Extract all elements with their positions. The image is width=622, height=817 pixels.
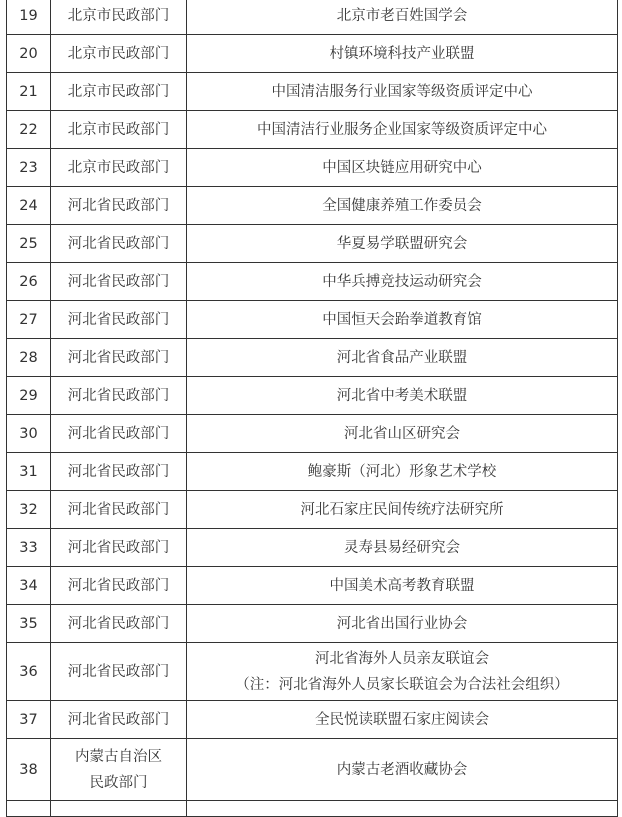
organization-line: 北京市老百姓国学会 <box>336 7 468 24</box>
organization-line: 河北省山区研究会 <box>344 425 460 442</box>
department-line: 北京市民政部门 <box>67 45 170 62</box>
department-line: 河北省民政部门 <box>67 615 170 632</box>
organization-cell <box>187 35 618 73</box>
row-number: 38 <box>7 739 51 801</box>
department-line: 内蒙古自治区 <box>75 748 162 765</box>
department-line: 河北省民政部门 <box>67 311 170 328</box>
department-cell <box>51 567 187 605</box>
department-cell <box>51 701 187 739</box>
department-line: 河北省民政部门 <box>67 577 170 594</box>
organization-cell <box>187 739 618 801</box>
organization-line: 河北石家庄民间传统疗法研究所 <box>300 501 504 518</box>
organization-line: 河北省海外人员亲友联谊会 <box>315 650 489 667</box>
table-row <box>7 491 618 529</box>
row-number: 20 <box>7 35 51 73</box>
organization-line: 中华兵搏竞技运动研究会 <box>322 273 482 290</box>
organization-cell <box>187 701 618 739</box>
table-row <box>7 415 618 453</box>
department-cell <box>51 263 187 301</box>
department-cell <box>51 453 187 491</box>
table-row <box>7 453 618 491</box>
department-cell <box>51 35 187 73</box>
department-cell <box>51 111 187 149</box>
empty-cell <box>7 801 51 817</box>
department-line: 河北省民政部门 <box>67 235 170 252</box>
row-number: 29 <box>7 377 51 415</box>
table-row <box>7 339 618 377</box>
department-line: 河北省民政部门 <box>67 273 170 290</box>
row-number: 21 <box>7 73 51 111</box>
organization-cell <box>187 187 618 225</box>
organization-line: 鲍豪斯（河北）形象艺术学校 <box>307 463 497 480</box>
department-cell <box>51 225 187 263</box>
empty-cell <box>187 801 618 817</box>
table-row <box>7 225 618 263</box>
department-line: 河北省民政部门 <box>67 425 170 442</box>
organization-cell <box>187 491 618 529</box>
table-row <box>7 739 618 801</box>
table-row <box>7 35 618 73</box>
department-cell <box>51 149 187 187</box>
organization-cell <box>187 301 618 339</box>
department-cell <box>51 339 187 377</box>
table-row <box>7 111 618 149</box>
organization-cell <box>187 149 618 187</box>
table-row <box>7 187 618 225</box>
row-number: 30 <box>7 415 51 453</box>
organization-cell <box>187 263 618 301</box>
department-line: 河北省民政部门 <box>67 349 170 366</box>
department-line: 河北省民政部门 <box>67 663 170 680</box>
department-cell <box>51 73 187 111</box>
table-row <box>7 529 618 567</box>
organization-cell <box>187 643 618 701</box>
department-line: 河北省民政部门 <box>67 539 170 556</box>
organization-cell <box>187 377 618 415</box>
organization-line: 中国区块链应用研究中心 <box>322 159 482 176</box>
row-number: 32 <box>7 491 51 529</box>
organization-line: 全民悦读联盟石家庄阅读会 <box>315 711 489 728</box>
row-number: 19 <box>7 0 51 35</box>
organization-line: 河北省食品产业联盟 <box>336 349 468 366</box>
row-number: 25 <box>7 225 51 263</box>
row-number: 24 <box>7 187 51 225</box>
department-cell <box>51 415 187 453</box>
empty-cell <box>51 801 187 817</box>
row-number: 28 <box>7 339 51 377</box>
organization-cell <box>187 111 618 149</box>
organization-cell <box>187 73 618 111</box>
table-row <box>7 605 618 643</box>
row-number: 33 <box>7 529 51 567</box>
row-number: 34 <box>7 567 51 605</box>
department-line: 北京市民政部门 <box>67 83 170 100</box>
organization-cell <box>187 0 618 35</box>
organization-line: 中国清洁服务行业国家等级资质评定中心 <box>271 83 533 100</box>
organization-line: 全国健康养殖工作委员会 <box>322 197 482 214</box>
organization-line: 中国清洁行业服务企业国家等级资质评定中心 <box>257 121 547 138</box>
organization-line: 灵寿县易经研究会 <box>344 539 460 556</box>
table-row <box>7 73 618 111</box>
row-number: 27 <box>7 301 51 339</box>
department-cell <box>51 605 187 643</box>
department-line: 河北省民政部门 <box>67 463 170 480</box>
organization-table <box>6 0 618 817</box>
department-line: 北京市民政部门 <box>67 121 170 138</box>
table-row <box>7 643 618 701</box>
table-row-partial <box>7 801 618 817</box>
department-cell <box>51 377 187 415</box>
table-row <box>7 301 618 339</box>
organization-cell <box>187 453 618 491</box>
department-line: 河北省民政部门 <box>67 197 170 214</box>
row-number: 22 <box>7 111 51 149</box>
department-cell <box>51 301 187 339</box>
organization-cell <box>187 605 618 643</box>
organization-cell <box>187 415 618 453</box>
organization-line: （注：河北省海外人员家长联谊会为合法社会组织） <box>235 676 569 693</box>
department-line: 河北省民政部门 <box>67 711 170 728</box>
organization-line: 内蒙古老酒收藏协会 <box>336 761 468 778</box>
row-number: 31 <box>7 453 51 491</box>
department-line: 北京市民政部门 <box>67 7 170 24</box>
organization-line: 河北省中考美术联盟 <box>336 387 468 404</box>
table-row <box>7 263 618 301</box>
organization-line: 中国美术高考教育联盟 <box>329 577 475 594</box>
table-row <box>7 149 618 187</box>
organization-cell <box>187 529 618 567</box>
table-row <box>7 567 618 605</box>
organization-line: 村镇环境科技产业联盟 <box>329 45 475 62</box>
department-cell <box>51 643 187 701</box>
organization-table-body <box>7 0 618 817</box>
organization-cell <box>187 339 618 377</box>
department-cell <box>51 0 187 35</box>
department-line: 民政部门 <box>89 774 148 791</box>
table-row <box>7 701 618 739</box>
organization-line: 河北省出国行业协会 <box>336 615 468 632</box>
table-row <box>7 0 618 35</box>
department-cell <box>51 739 187 801</box>
organization-line: 中国恒天会跆拳道教育馆 <box>322 311 482 328</box>
department-line: 北京市民政部门 <box>67 159 170 176</box>
table-row <box>7 377 618 415</box>
department-cell <box>51 491 187 529</box>
department-line: 河北省民政部门 <box>67 501 170 518</box>
row-number: 36 <box>7 643 51 701</box>
organization-line: 华夏易学联盟研究会 <box>336 235 468 252</box>
department-cell <box>51 187 187 225</box>
row-number: 23 <box>7 149 51 187</box>
row-number: 35 <box>7 605 51 643</box>
row-number: 26 <box>7 263 51 301</box>
organization-cell <box>187 567 618 605</box>
department-cell <box>51 529 187 567</box>
organization-cell <box>187 225 618 263</box>
department-line: 河北省民政部门 <box>67 387 170 404</box>
row-number: 37 <box>7 701 51 739</box>
